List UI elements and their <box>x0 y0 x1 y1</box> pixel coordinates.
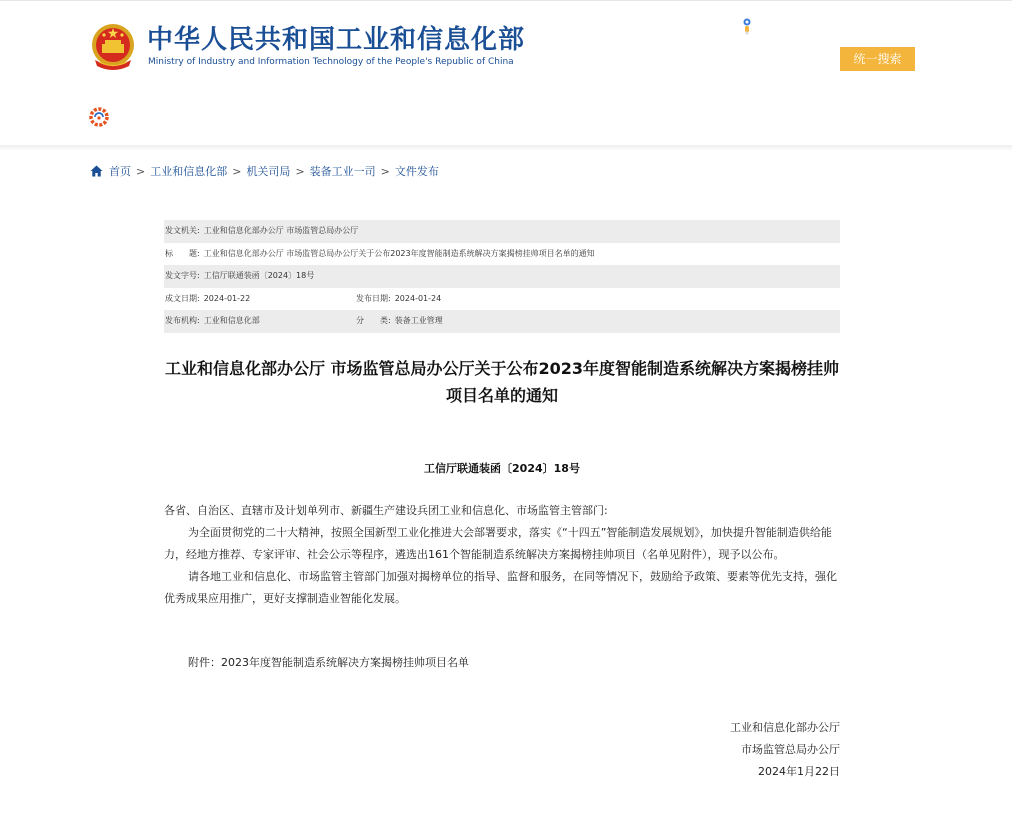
meta-doc-number-value: 工信厅联通装函〔2024〕18号 <box>203 271 315 280</box>
breadcrumb-separator: > <box>232 164 242 178</box>
document-meta-table <box>164 220 840 333</box>
breadcrumb-equipment-dept[interactable]: 装备工业一司 <box>309 165 376 178</box>
breadcrumb-miit[interactable]: 工业和信息化部 <box>150 165 228 178</box>
meta-issuer-label: 发文机关: <box>165 226 200 235</box>
signature-date: 2024年1月22日 <box>758 765 840 778</box>
body-paragraph-2: 请各地工业和信息化、市场监管主管部门加强对揭榜单位的指导、监督和服务，在同等情况下，鼓励给予政策、要素等优先支持，强化优秀成果应用推广，更好支撑制造业智能化发展。 <box>164 570 837 605</box>
document-body <box>164 500 840 610</box>
gear-icon[interactable] <box>89 107 109 127</box>
meta-subject-label: 标 题: <box>165 248 200 258</box>
meta-issuer-value: 工业和信息化部办公厅 市场监管总局办公厅 <box>203 226 359 235</box>
salutation: 各省、自治区、直辖市及计划单列市、新疆生产建设兵团工业和信息化、市场监管主管部门: <box>164 504 608 517</box>
national-emblem-icon[interactable] <box>89 22 137 72</box>
meta-row-dates <box>164 288 840 311</box>
meta-doc-number-label: 发文字号: <box>165 271 200 280</box>
breadcrumb-departments[interactable]: 机关司局 <box>246 165 291 178</box>
meta-published-label: 发布日期: <box>356 293 391 303</box>
meta-row-agency <box>164 310 840 333</box>
breadcrumb-separator: > <box>136 164 146 178</box>
meta-created-value: 2024-01-22 <box>203 293 251 303</box>
meta-created-label: 成文日期: <box>165 293 200 303</box>
breadcrumb <box>90 163 439 179</box>
meta-row-doc-number <box>164 265 840 288</box>
meta-subject-value: 工业和信息化部办公厅 市场监管总局办公厅关于公布2023年度智能制造系统解决方案揭榜挂帅项目名单的通知 <box>203 248 595 258</box>
meta-category-label: 分 类: <box>356 316 391 325</box>
meta-agency-value: 工业和信息化部 <box>203 316 260 325</box>
meta-row-subject <box>164 243 840 266</box>
attachment-line: 附件：2023年度智能制造系统解决方案揭榜挂帅项目名单 <box>188 656 469 669</box>
document-number: 工信厅联通装函〔2024〕18号 <box>424 462 580 475</box>
header-shadow <box>0 145 1012 151</box>
breadcrumb-separator: > <box>295 164 305 178</box>
breadcrumb-documents[interactable]: 文件发布 <box>394 165 439 178</box>
site-header <box>0 1 1012 145</box>
breadcrumb-home[interactable]: 首页 <box>109 165 131 178</box>
document-title: 工业和信息化部办公厅 市场监管总局办公厅关于公布2023年度智能制造系统解决方案揭榜挂帅项目名单的通知 <box>164 359 840 405</box>
site-name-en[interactable]: Ministry of Industry and Information Technology of the People's Republic of China <box>148 57 514 67</box>
site-name-cn[interactable]: 中华人民共和国工业和信息化部 <box>147 25 526 55</box>
unified-search-button[interactable]: 统一搜索 <box>840 47 915 71</box>
mascot-icon[interactable] <box>740 17 754 35</box>
meta-row-issuer <box>164 220 840 243</box>
meta-agency-label: 发布机构: <box>165 316 200 325</box>
signer-miit: 工业和信息化部办公厅 <box>730 721 840 734</box>
signer-samr: 市场监管总局办公厅 <box>741 743 840 756</box>
meta-category-value: 装备工业管理 <box>394 316 443 325</box>
body-paragraph-1: 为全面贯彻党的二十大精神，按照全国新型工业化推进大会部署要求，落实《“十四五”智能制造发展规划》，加快提升智能制造供给能力，经地方推荐、专家评审、社会公示等程序，遴选出161个智能制造系统解决方案揭榜挂帅项目（名单见附件），现予以公布。 <box>164 526 832 561</box>
meta-published-value: 2024-01-24 <box>394 293 442 303</box>
home-icon[interactable] <box>90 165 103 177</box>
breadcrumb-separator: > <box>380 164 390 178</box>
